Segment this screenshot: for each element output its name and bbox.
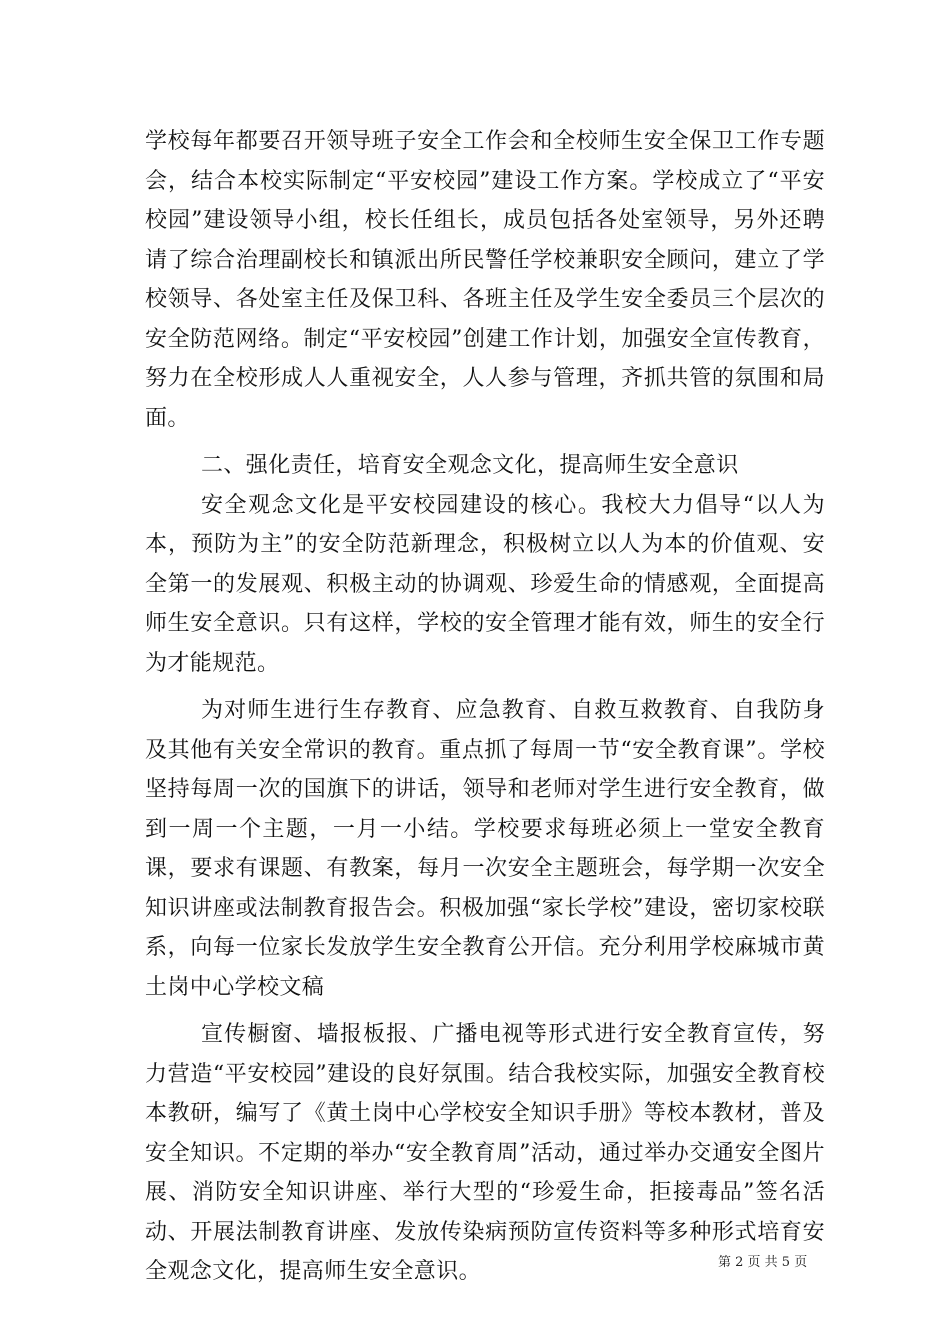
- section-heading-2: 二、强化责任，培育安全观念文化，提高师生安全意识: [201, 453, 739, 478]
- page-number: 第 2 页 共 5 页: [718, 1255, 808, 1270]
- paragraph-safety-culture: 安全观念文化是平安校园建设的核心。我校大力倡导“以人为本，预防为主”的安全防范新理念，积极树立以人为本的价值观、安全第一的发展观、积极主动的协调观、珍爱生命的情感观，全面提高师生安全意识。只有这样，学校的安全管理才能有效，师生的安全行为才能规范。: [145, 492, 825, 676]
- paragraph-safety-education: 为对师生进行生存教育、应急教育、自救互救教育、自我防身及其他有关安全常识的教育。重点抓了每周一节“安全教育课”。学校坚持每周一次的国旗下的讲话，领导和老师对学生进行安全教育，做到一周一个主题，一月一小结。学校要求每班必须上一堂安全教育课，要求有课题、有教案，每月一次安全主题班会，每学期一次安全知识讲座或法制教育报告会。积极加强“家长学校”建设，密切家校联系，向每一位家长发放学生安全教育公开信。充分利用学校麻城市黄土岗中心学校文稿: [145, 698, 825, 1000]
- document-body: [145, 122, 825, 1292]
- paragraph-publicity: 宣传橱窗、墙报板报、广播电视等形式进行安全教育宣传，努力营造“平安校园”建设的良好氛围。结合我校实际，加强安全教育校本教研，编写了《黄土岗中心学校安全知识手册》等校本教材，普及安全知识。不定期的举办“安全教育周”活动，通过举办交通安全图片展、消防安全知识讲座、举行大型的“珍爱生命，拒接毒品”签名活动、开展法制教育讲座、发放传染病预防宣传资料等多种形式培育安全观念文化，提高师生安全意识。: [145, 1022, 825, 1284]
- paragraph-leadership-meeting: 学校每年都要召开领导班子安全工作会和全校师生安全保卫工作专题会，结合本校实际制定“平安校园”建设工作方案。学校成立了“平安校园”建设领导小组，校长任组长，成员包括各处室领导，另外还聘请了综合治理副校长和镇派出所民警任学校兼职安全顾问，建立了学校领导、各处室主任及保卫科、各班主任及学生安全委员三个层次的安全防范网络。制定“平安校园”创建工作计划，加强安全宣传教育，努力在全校形成人人重视安全，人人参与管理，齐抓共管的氛围和局面。: [145, 129, 825, 431]
